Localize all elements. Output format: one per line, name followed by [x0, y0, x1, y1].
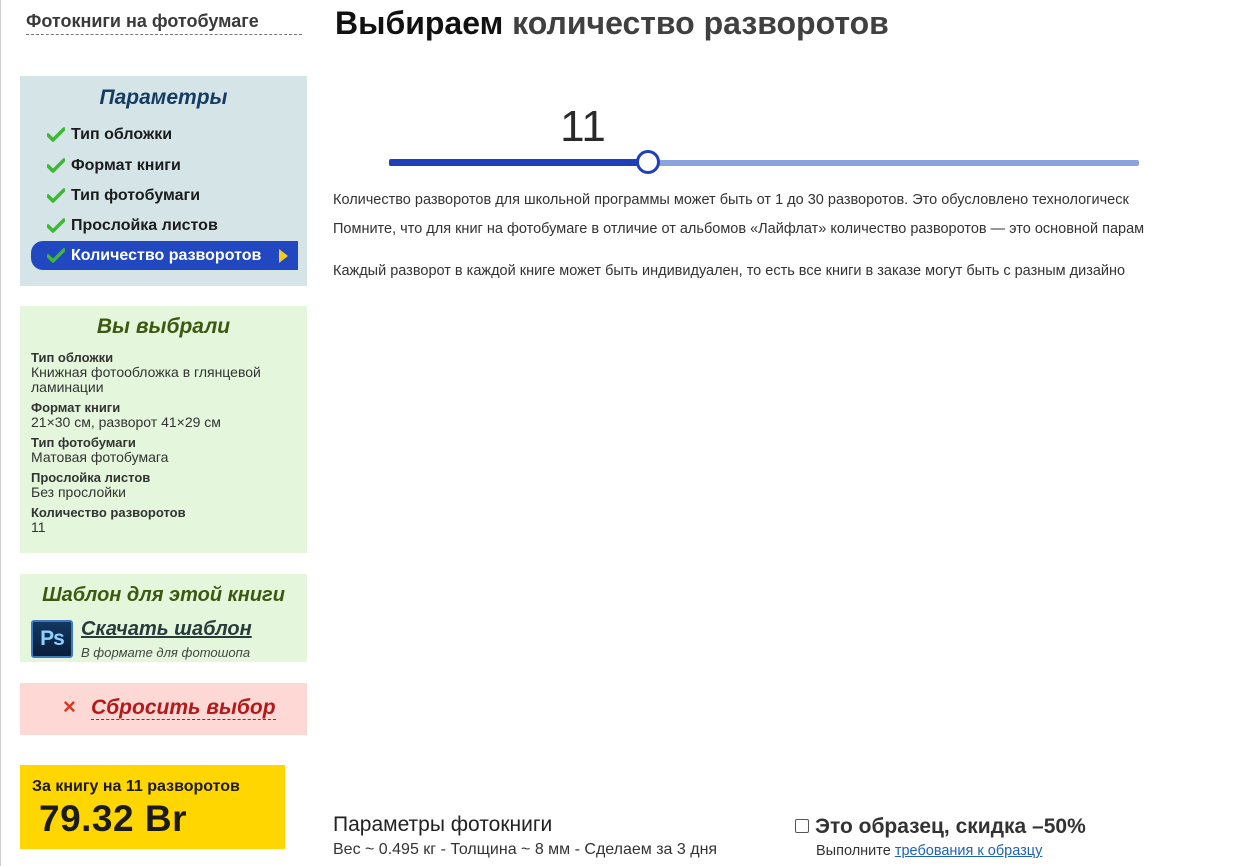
sample-note-prefix: Выполните — [816, 843, 891, 859]
param-item-label: Тип фотобумаги — [71, 186, 201, 204]
description-paragraph-1: Количество разворотов для школьной программы может быть от 1 до 30 разворотов. Это обусловлено технологическ — [333, 192, 1129, 208]
description-paragraph-2: Помните, что для книг на фотобумаге в отличие от альбомов «Лайфлат» количество разворотов — это основной парам — [333, 221, 1145, 237]
chosen-value: Книжная фотообложка в глянцевой ламинации — [31, 364, 261, 395]
params-heading: Параметры — [99, 86, 228, 109]
price-value: 79.32 Br — [39, 798, 187, 839]
chosen-group-book-format — [31, 401, 301, 430]
sample-note — [816, 843, 1042, 859]
active-arrow-icon — [279, 249, 288, 263]
chosen-label: Прослойка листов — [31, 470, 151, 485]
param-item-cover-type[interactable] — [31, 120, 298, 149]
page-title-rest: количество разворотов — [512, 5, 889, 41]
sample-requirements-link[interactable]: требования к образцу — [894, 843, 1043, 859]
slider-value: 11 — [560, 102, 606, 151]
chosen-value: 21×30 см, разворот 41×29 см — [31, 414, 221, 430]
slider-fill — [389, 159, 648, 166]
price-label: За книгу на 11 разворотов — [32, 778, 240, 795]
book-params-details: Вес ~ 0.495 кг - Толщина ~ 8 мм - Сделаем за 3 дня — [333, 841, 718, 858]
price-panel — [20, 765, 285, 849]
chosen-label: Тип фотобумаги — [31, 435, 136, 450]
template-heading: Шаблон для этой книги — [42, 584, 285, 606]
chosen-group-cover-type — [31, 351, 301, 395]
param-item-interleaf[interactable] — [31, 211, 298, 240]
chosen-group-paper-type — [31, 436, 301, 465]
sidebar-title-underline — [26, 34, 302, 35]
chosen-value: Матовая фотобумага — [31, 449, 169, 465]
slider-handle[interactable] — [636, 150, 660, 174]
check-icon — [47, 158, 67, 174]
close-icon[interactable]: × — [63, 694, 76, 719]
sample-discount-label[interactable]: Это образец, скидка –50% — [815, 815, 1086, 838]
download-template-link[interactable]: Скачать шаблон — [81, 618, 252, 640]
chosen-label: Формат книги — [31, 400, 121, 415]
description-paragraph-3: Каждый разворот в каждой книге может быть индивидуален, то есть все книги в заказе могут быть с разным дизайно — [333, 263, 1126, 279]
book-params-title: Параметры фотокниги — [333, 813, 553, 836]
check-icon — [47, 188, 67, 204]
check-icon — [47, 248, 67, 264]
sidebar-product-title[interactable]: Фотокниги на фотобумаге — [26, 11, 259, 31]
chosen-label: Количество разворотов — [31, 505, 186, 520]
chosen-heading: Вы выбрали — [96, 315, 231, 338]
param-item-label: Прослойка листов — [71, 216, 218, 234]
template-format-note: В формате для фотошопа — [81, 645, 251, 660]
page-title — [335, 5, 889, 42]
photoshop-icon[interactable]: Ps — [31, 620, 73, 658]
sample-checkbox[interactable] — [795, 819, 809, 833]
param-item-spreads-count[interactable] — [31, 241, 298, 270]
chosen-group-interleaf — [31, 471, 301, 500]
param-item-label: Количество разворотов — [71, 246, 262, 264]
chosen-value: 11 — [31, 519, 46, 535]
reset-selection-button[interactable]: Сбросить выбор — [91, 696, 276, 719]
params-panel — [20, 76, 307, 286]
check-icon — [47, 127, 67, 143]
window-left-border — [0, 0, 1, 866]
param-item-label: Формат книги — [71, 156, 181, 174]
page-title-bold: Выбираем — [335, 5, 504, 41]
chosen-panel — [20, 306, 307, 553]
chosen-label: Тип обложки — [31, 350, 114, 365]
param-item-label: Тип обложки — [71, 125, 173, 143]
chosen-list — [31, 351, 301, 541]
check-icon — [47, 218, 67, 234]
template-panel — [20, 574, 307, 662]
chosen-group-spreads-count — [31, 506, 301, 535]
chosen-value: Без прослойки — [31, 484, 127, 500]
param-item-book-format[interactable] — [31, 151, 298, 180]
reset-panel — [20, 683, 307, 735]
param-item-paper-type[interactable] — [31, 181, 298, 210]
